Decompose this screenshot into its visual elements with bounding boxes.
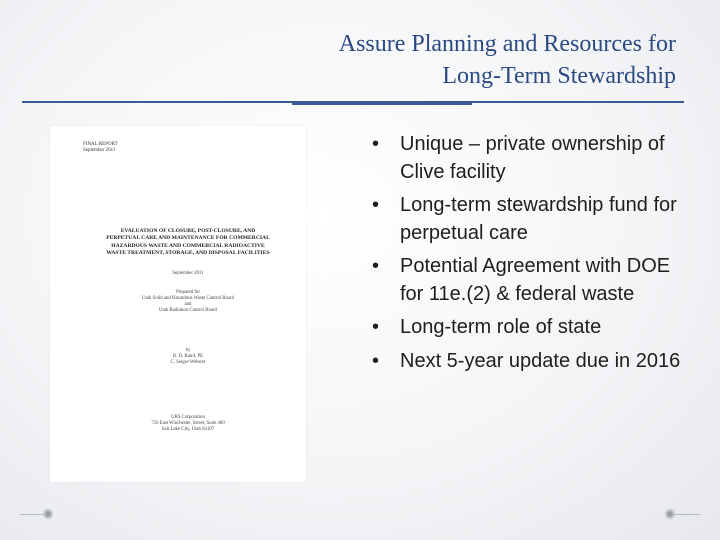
report-org-line: URS Corporation xyxy=(171,415,205,420)
bullet-item: • Long-term stewardship fund for perpetual care xyxy=(372,192,692,247)
report-organization xyxy=(78,415,298,433)
bullet-list xyxy=(372,131,692,381)
report-title-line: WASTE TREATMENT, STORAGE, AND DISPOSAL FACILITIES xyxy=(106,250,270,257)
report-author-line: R. D. Baird, PE xyxy=(172,354,204,359)
title-underline-accent xyxy=(292,103,472,105)
bullet-item: • Next 5-year update due in 2016 xyxy=(372,348,692,376)
report-authors xyxy=(78,348,298,366)
footer-dot-right-icon xyxy=(665,509,675,519)
report-cover-image xyxy=(50,126,306,482)
report-prepared-line: Utah Solid and Hazardous Waste Control Board xyxy=(142,296,234,301)
slide-title xyxy=(116,28,676,92)
report-title-line: PERPETUAL CARE AND MAINTENANCE FOR COMMERCIAL xyxy=(106,235,270,242)
report-author-line: by xyxy=(185,348,191,353)
footer-dot-left-icon xyxy=(43,509,53,519)
report-title xyxy=(78,228,298,258)
report-title-line: HAZARDOUS WASTE AND COMMERCIAL RADIOACTIVE xyxy=(111,242,265,249)
report-org-line: Salt Lake City, Utah 84107 xyxy=(161,427,215,432)
report-prepared-line: Utah Radiation Control Board xyxy=(159,308,217,313)
report-prepared-for xyxy=(78,290,298,314)
report-org-line: 756 East Winchester, Street, Suite 400 xyxy=(151,421,225,426)
slide-title-line-1: Assure Planning and Resources for xyxy=(338,31,676,57)
report-date: September 2011 xyxy=(172,271,204,276)
bullet-item: • Unique – private ownership of Clive facility xyxy=(372,131,692,186)
bullet-item: • Potential Agreement with DOE for 11e.(2) & federal waste xyxy=(372,253,692,308)
report-author-line: C. Seiger-Webster xyxy=(170,360,206,365)
slide-title-line-2: Long-Term Stewardship xyxy=(442,63,676,89)
report-prepared-line: Prepared for xyxy=(176,290,200,295)
report-header-line: September 2011 xyxy=(83,148,116,153)
bullet-item: • Long-term role of state xyxy=(372,314,692,342)
report-prepared-line: and xyxy=(184,302,192,307)
report-header xyxy=(83,142,118,154)
report-title-line: EVALUATION OF CLOSURE, POST-CLOSURE, AND xyxy=(120,228,256,234)
report-header-line: FINAL REPORT xyxy=(83,142,118,147)
